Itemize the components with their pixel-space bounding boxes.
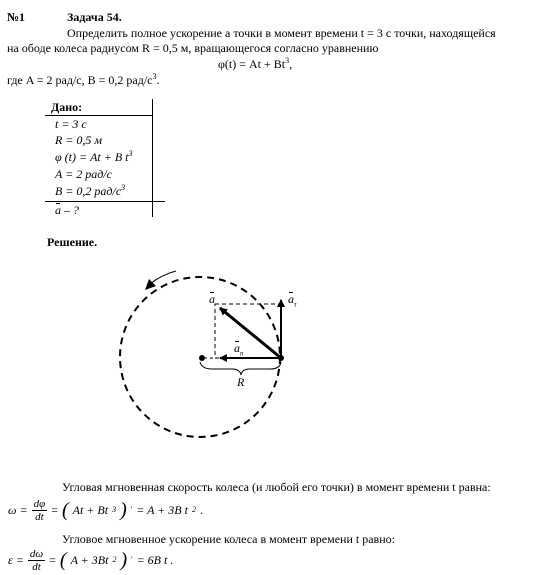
problem-line-3: где A = 2 рад/с, B = 0,2 рад/$с^3$. <box>7 72 160 87</box>
rim-point <box>278 355 284 361</box>
label-tangential-acceleration: $a_\tau$ <box>288 292 297 309</box>
total-acceleration-vector <box>220 308 281 358</box>
wheel-center-point <box>199 355 205 361</box>
label-total-acceleration: a <box>209 292 215 306</box>
solution-heading: Решение. <box>47 235 98 249</box>
solution-text-1: Угловая мгновенная скорость колеса (и любой его точки) в момент времени t равна: <box>62 480 491 494</box>
problem-title: Задача 54. <box>67 10 122 24</box>
given-row: R = 0,5 м <box>55 133 103 147</box>
given-row: φ (t) = At + B $t^3$ <box>55 149 133 164</box>
problem-line-1: Определить полное ускорение a точки в момент времени t = 3 с точки, находящейся <box>67 26 496 40</box>
given-find: a – ? <box>55 203 79 217</box>
given-heading: Дано: <box>51 100 83 114</box>
radius-brace <box>200 362 281 375</box>
problem-number: №1 <box>7 10 26 24</box>
given-row: B = 0,2 рад/$с^3$ <box>55 183 126 198</box>
problem-line-2: на ободе колеса радиусом R = 0,5 м, вращающегося согласно уравнению <box>7 41 379 55</box>
label-normal-acceleration: $a_n$ <box>234 341 244 358</box>
given-row: A = 2 рад/с <box>55 167 112 181</box>
equation-angular-acceleration: ε = $\frac{d\omega}{dt}$ = ( A + 3Bt 2 ) ' = 6B t . <box>8 547 174 573</box>
solution-text-2: Угловое мгновенное ускорение колеса в момент времени t равно: <box>62 532 395 546</box>
given-row: t = 3 с <box>55 117 87 131</box>
rotation-arc <box>150 271 176 284</box>
equation-angular-velocity: ω = $\frac{d\varphi}{dt}$ = ( At + Bt 3 ) ' = A + 3B t 2 . <box>8 497 203 523</box>
label-radius: R <box>237 375 245 389</box>
problem-equation: $\varphi(t) = At + Bt^3$, <box>218 56 293 71</box>
